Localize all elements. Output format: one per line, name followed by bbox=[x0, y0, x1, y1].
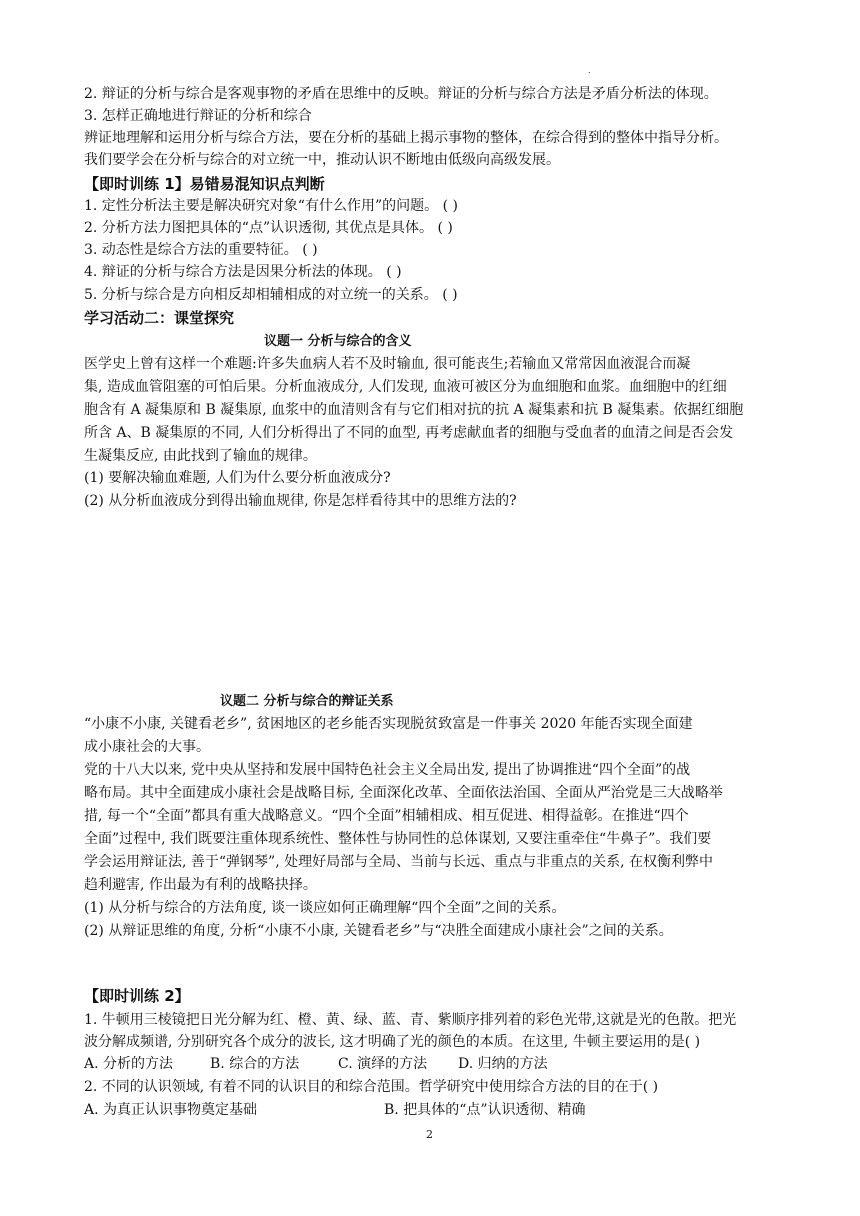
topic1-para-line: 胞含有 A 凝集原和 B 凝集原, 血浆中的血清则含有与它们相对抗的抗 A 凝集素和抗 B 凝集素。依据红细胞 bbox=[84, 402, 744, 418]
training1-item: 3. 动态性是综合方法的重要特征。 ( ) bbox=[84, 242, 318, 258]
option-b: B. 把具体的“点”认识透彻、精确 bbox=[384, 1102, 586, 1118]
page-number: 2 bbox=[426, 1128, 433, 1141]
option-b: B. 综合的方法 bbox=[210, 1056, 300, 1072]
training1-heading: 【即时训练 1】易错易混知识点判断 bbox=[84, 175, 325, 193]
intro-line-1: 2. 辩证的分析与综合是客观事物的矛盾在思维中的反映。辩证的分析与综合方法是矛盾分析法的体现。 bbox=[84, 86, 718, 102]
option-a: A. 分析的方法 bbox=[84, 1056, 174, 1072]
training1-item: 5. 分析与综合是方向相反却相辅相成的对立统一的关系。 ( ) bbox=[84, 287, 458, 303]
topic1-para-line: 集, 造成血管阻塞的可怕后果。分析血液成分, 人们发现, 血液可被区分为血细胞和血浆。血细胞中的红细 bbox=[84, 379, 727, 395]
top-mark: . bbox=[588, 66, 591, 75]
option-c: C. 演绎的方法 bbox=[338, 1056, 428, 1072]
training2-heading: 【即时训练 2】 bbox=[84, 987, 190, 1005]
topic1-title: 议题一 分析与综合的含义 bbox=[264, 334, 412, 349]
topic2-para2-line: 党的十八大以来, 党中央从坚持和发展中国特色社会主义全局出发, 提出了协调推进“四个全面”的战 bbox=[84, 762, 691, 778]
topic2-para2-line: 全面”过程中, 我们既要注重体现系统性、整体性与协同性的总体谋划, 又要注重牵住“牛鼻子”。我们要 bbox=[84, 831, 712, 847]
intro-line-2: 3. 怎样正确地进行辩证的分析和综合 bbox=[84, 108, 312, 124]
activity2-heading: 学习活动二：课堂探究 bbox=[84, 309, 235, 327]
topic2-question-1: (1) 从分析与综合的方法角度, 谈一谈应如何正确理解“四个全面”之间的关系。 bbox=[84, 900, 566, 916]
training1-item: 1. 定性分析法主要是解决研究对象“有什么作用”的问题。 ( ) bbox=[84, 198, 458, 214]
training2-q2-line-1: 2. 不同的认识领域, 有着不同的认识目的和综合范围。哲学研究中使用综合方法的目的在于( ) bbox=[84, 1079, 659, 1095]
training1-item: 2. 分析方法力图把具体的“点”认识透彻, 其优点是具体。 ( ) bbox=[84, 220, 453, 236]
option-a: A. 为真正认识事物奠定基础 bbox=[84, 1102, 258, 1118]
topic1-para-line: 所含 A、B 凝集原的不同, 人们分析得出了不同的血型, 再考虑献血者的细胞与受血者的血清之间是否会发 bbox=[84, 425, 734, 441]
topic2-para1-line: 成小康社会的大事。 bbox=[84, 739, 210, 755]
option-d: D. 归纳的方法 bbox=[458, 1056, 548, 1072]
topic2-para2-line: 略布局。其中全面建成小康社会是战略目标, 全面深化改革、全面依法治国、全面从严治党是三大战略举 bbox=[84, 785, 723, 801]
topic2-title: 议题二 分析与综合的辩证关系 bbox=[220, 694, 394, 709]
topic1-question-1: (1) 要解决输血难题, 人们为什么要分析血液成分? bbox=[84, 470, 391, 486]
training2-q1-line-1: 1. 牛顿用三棱镜把日光分解为红、橙、黄、绿、蓝、青、紫顺序排列着的彩色光带,这就是光的色散。把光 bbox=[84, 1012, 737, 1028]
topic1-para-line: 医学史上曾有这样一个难题:许多失血病人若不及时输血, 很可能丧生;若输血又常常因血液混合而凝 bbox=[84, 356, 691, 372]
intro-line-4: 我们要学会在分析与综合的对立统一中，推动认识不断地由低级向高级发展。 bbox=[84, 152, 560, 168]
topic2-question-2: (2) 从辩证思维的角度, 分析“小康不小康, 关键看老乡”与“决胜全面建成小康社会”之间的关系。 bbox=[84, 923, 673, 939]
training2-q1-line-2: 波分解成频谱, 分别研究各个成分的波长, 这才明确了光的颜色的本质。在这里, 牛顿主要运用的是( ) bbox=[84, 1034, 701, 1050]
topic2-para2-line: 学会运用辩证法, 善于“弹钢琴”, 处理好局部与全局、当前与长远、重点与非重点的关系, 在权衡利弊中 bbox=[84, 854, 714, 870]
topic2-para2-line: 措, 每一个“全面”都具有重大战略意义。“四个全面”相辅相成、相互促进、相得益彰。在推进“四个 bbox=[84, 808, 689, 824]
topic1-question-2: (2) 从分析血液成分到得出输血规律, 你是怎样看待其中的思维方法的? bbox=[84, 493, 517, 509]
topic2-para2-line: 趋利避害, 作出最为有利的战略抉择。 bbox=[84, 877, 317, 893]
topic1-para-line: 生凝集反应, 由此找到了输血的规律。 bbox=[84, 448, 317, 464]
topic2-para1-line: “小康不小康, 关键看老乡”, 贫困地区的老乡能否实现脱贫致富是一件事关 2020 年能否实现全面建 bbox=[84, 716, 693, 732]
intro-line-3: 辨证地理解和运用分析与综合方法，要在分析的基础上揭示事物的整体，在综合得到的整体中指导分析。 bbox=[84, 130, 728, 146]
training1-item: 4. 辩证的分析与综合方法是因果分析法的体现。 ( ) bbox=[84, 264, 402, 280]
